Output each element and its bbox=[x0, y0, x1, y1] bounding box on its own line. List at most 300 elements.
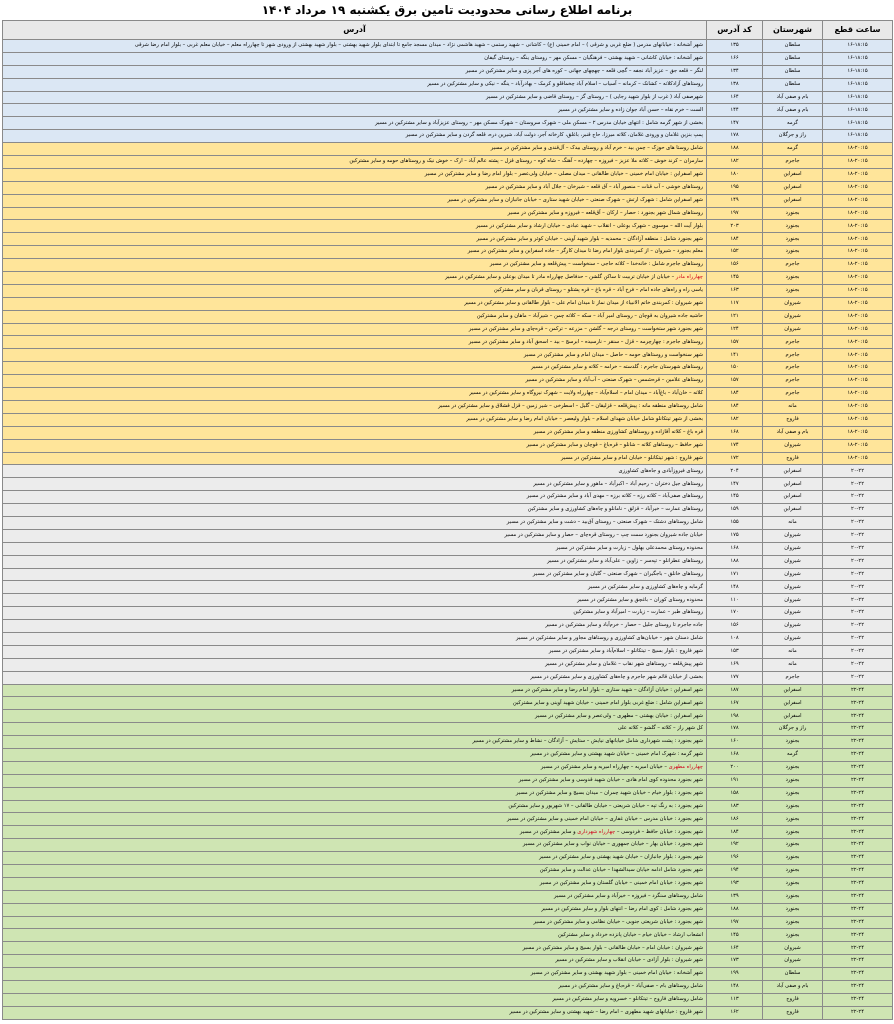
cell-code: ۱۵۵ bbox=[707, 516, 763, 529]
table-row bbox=[3, 426, 893, 439]
cell-code: ۱۸۸ bbox=[707, 555, 763, 568]
table-row bbox=[3, 813, 893, 826]
cell-code: ۱۹۴ bbox=[707, 865, 763, 878]
table-row bbox=[3, 877, 893, 890]
table-row bbox=[3, 310, 893, 323]
highlighted-text: چهارراه مادر bbox=[675, 274, 703, 281]
cell-code: ۱۴۵ bbox=[707, 929, 763, 942]
cell-city: مانه bbox=[763, 645, 823, 658]
cell-time: ۲۲-۲۴ bbox=[823, 826, 893, 839]
table-row bbox=[3, 117, 893, 130]
cell-code: ۱۶۴ bbox=[707, 91, 763, 104]
cell-code: ۱۶۸ bbox=[707, 542, 763, 555]
cell-city: بجنورد bbox=[763, 890, 823, 903]
table-row bbox=[3, 388, 893, 401]
table-row bbox=[3, 259, 893, 272]
cell-address: روستاهای عمارت – خیرآباد – قزلق – نامانلو و چاه‌های کشاورزی و سایر مشترکین bbox=[3, 504, 707, 517]
cell-city: جاجرم bbox=[763, 336, 823, 349]
cell-time: ۲۰-۲۲ bbox=[823, 658, 893, 671]
cell-address: بخشی از خیابان قائم شهر جاجرم و چاه‌های کشاورزی و سایر مشترکین در مسیر bbox=[3, 671, 707, 684]
table-row bbox=[3, 465, 893, 478]
cell-address: شهر اسفراین : خیابان بهشتی – مطهری – ولی‌عصر و سایر مشترکین در مسیر bbox=[3, 710, 707, 723]
cell-code: ۱۵۳ bbox=[707, 645, 763, 658]
cell-address: روستاهای جاجرم شامل : خانه‌خدا – کلاته حاجی – سنخواست – پیش‌قلعه و سایر مشترکین در مسیر bbox=[3, 259, 707, 272]
cell-address: شامل روستاهای دشتک – شهرک صنعتی – روستای آق‌بید – دشت و سایر مشترکین در مسیر bbox=[3, 516, 707, 529]
cell-city: سلطان bbox=[763, 65, 823, 78]
cell-address: گرمابه و چاه‌های کشاورزی و سایر مشترکین در مسیر bbox=[3, 581, 707, 594]
cell-code: ۱۵۶ bbox=[707, 620, 763, 633]
cell-city: اسفراین bbox=[763, 168, 823, 181]
cell-time: ۱۸-۲۰:۱۵ bbox=[823, 168, 893, 181]
cell-time: ۱۸-۲۰:۱۵ bbox=[823, 336, 893, 349]
cell-code: ۱۵۶ bbox=[707, 259, 763, 272]
cell-code: ۱۰۸ bbox=[707, 632, 763, 645]
table-row bbox=[3, 542, 893, 555]
table-row bbox=[3, 710, 893, 723]
cell-code: ۱۹۷ bbox=[707, 916, 763, 929]
cell-city: بجنورد bbox=[763, 916, 823, 929]
cell-code: ۱۶۸ bbox=[707, 426, 763, 439]
cell-address: انشعاب ارشاد – خیابان خیام – خیابان پانزده خرداد و سایر مشترکین bbox=[3, 929, 707, 942]
page-title: برنامه اطلاع رسانی محدودیت تامین برق یکشنبه ۱۹ مرداد ۱۴۰۴ bbox=[261, 3, 633, 17]
cell-address: الست – خرم نقاه – حسن آباد جوان زاده و سایر مشترکین در مسیر bbox=[3, 104, 707, 117]
cell-time: ۲۲-۲۴ bbox=[823, 761, 893, 774]
cell-time: ۲۰-۲۲ bbox=[823, 671, 893, 684]
cell-city: بجنورد bbox=[763, 839, 823, 852]
cell-address: لنگر – قلعه جق – عزیز آباد نجفه – گچی قلعه – چهچهای جهانی – کوره های آجر پزی و سایر مشترکین در مسیر bbox=[3, 65, 707, 78]
cell-code: ۱۸۶ bbox=[707, 813, 763, 826]
table-row bbox=[3, 826, 893, 839]
table-row bbox=[3, 516, 893, 529]
table-row bbox=[3, 800, 893, 813]
cell-address: شامل روستاهای بام – صفی‌آباد – قره‌باغ و سایر مشترکین در مسیر bbox=[3, 981, 707, 994]
cell-city: اسفراین bbox=[763, 684, 823, 697]
cell-city: بجنورد bbox=[763, 774, 823, 787]
cell-address: روستاهای عطرانلو – تپه‌سر – زاوین – علی‌آباد و سایر مشترکین در مسیر bbox=[3, 555, 707, 568]
header-time: ساعت قطع bbox=[823, 21, 893, 40]
cell-time: ۲۰-۲۲ bbox=[823, 607, 893, 620]
cell-address: شهر بجنورد محدوده کوی امام هادی – خیابان شهید قدوسی و سایر مشترکین در مسیر bbox=[3, 774, 707, 787]
table-row bbox=[3, 839, 893, 852]
table-row bbox=[3, 130, 893, 143]
cell-address: خیابان جاده شیروان بجنورد سمت چپ – روستای قره‌چای – حصار و سایر مشترکین در مسیر bbox=[3, 529, 707, 542]
cell-code: ۱۳۸ bbox=[707, 78, 763, 91]
cell-time: ۱۸-۲۰:۱۵ bbox=[823, 272, 893, 285]
table-row bbox=[3, 1006, 893, 1019]
cell-time: ۲۲-۲۴ bbox=[823, 865, 893, 878]
cell-city: بجنورد bbox=[763, 813, 823, 826]
cell-code: ۱۶۸ bbox=[707, 748, 763, 761]
cell-city: جاجرم bbox=[763, 388, 823, 401]
cell-city: فاروج bbox=[763, 993, 823, 1006]
header-address: آدرس bbox=[3, 21, 707, 40]
header-city: شهرستان bbox=[763, 21, 823, 40]
table-row bbox=[3, 52, 893, 65]
cell-city: شیروان bbox=[763, 568, 823, 581]
cell-address: قره باغ – کلاته آقازاده و روستاهای کشاورزی منطقه و سایر مشترکین در مسیر bbox=[3, 426, 707, 439]
cell-code: ۱۸۴ bbox=[707, 400, 763, 413]
cell-address: روستای فیروزآبادی و جاه‌های کشاورزی bbox=[3, 465, 707, 478]
cell-city: اسفراین bbox=[763, 697, 823, 710]
cell-code: ۱۴۷ bbox=[707, 117, 763, 130]
table-row bbox=[3, 761, 893, 774]
cell-code: ۱۳۵ bbox=[707, 40, 763, 53]
cell-time: ۲۲-۲۴ bbox=[823, 1006, 893, 1019]
table-row bbox=[3, 104, 893, 117]
cell-city: گرمه bbox=[763, 748, 823, 761]
table-row bbox=[3, 297, 893, 310]
cell-time: ۱۸-۲۰:۱۵ bbox=[823, 426, 893, 439]
cell-city: گرمه bbox=[763, 143, 823, 156]
table-row bbox=[3, 413, 893, 426]
cell-address: شهر بجنورد شامل ادامه خیابان سیدالشهدا – خیابان عدالت و سایر مشترکین bbox=[3, 865, 707, 878]
cell-city: شیروان bbox=[763, 310, 823, 323]
cell-time: ۱۸-۲۰:۱۵ bbox=[823, 194, 893, 207]
cell-address: روستاهای آزادکلاته – کشانک – کرمانه – آسیاب – اسلام آباد چخماقلو و کرمک – بهادرآباد – ینگه – نیکی و سایر مشترکین در مسیر bbox=[3, 78, 707, 91]
cell-time: ۱۶-۱۸:۱۵ bbox=[823, 91, 893, 104]
table-row bbox=[3, 903, 893, 916]
cell-time: ۲۲-۲۴ bbox=[823, 929, 893, 942]
cell-city: سلطان bbox=[763, 52, 823, 65]
table-row bbox=[3, 439, 893, 452]
cell-address: چهارراه مادر – خیابان از خیابان تربیت تا ساکن گلشن – حدفاصل چهارراه مادر تا میدان بوعلی و سایر مشترکین در مسیر bbox=[3, 272, 707, 285]
cell-time: ۱۸-۲۰:۱۵ bbox=[823, 259, 893, 272]
cell-city: جاجرم bbox=[763, 156, 823, 169]
cell-time: ۲۲-۲۴ bbox=[823, 903, 893, 916]
cell-time: ۱۶-۱۸:۱۵ bbox=[823, 78, 893, 91]
cell-time: ۲۲-۲۴ bbox=[823, 852, 893, 865]
table-row bbox=[3, 955, 893, 968]
cell-code: ۱۷۱ bbox=[707, 568, 763, 581]
cell-time: ۲۰-۲۲ bbox=[823, 645, 893, 658]
cell-address: روستاهای جاجرم : چهارچرمه – قزل – سنقر – نارسیده – ابرسج – بید – اسحق آباد و سایر مشترکین در مسیر bbox=[3, 336, 707, 349]
cell-city: بجنورد bbox=[763, 246, 823, 259]
cell-address: شهر بجنورد : خیابان حافظ – فردوسی – چهارراه شهرداری و سایر مشترکین در مسیر bbox=[3, 826, 707, 839]
cell-city: شیروان bbox=[763, 955, 823, 968]
cell-address: یاسی راه و راه‌های جاده امام – فرخ آباد – قره باغ – قره پشتلو – روستای قربان و سایر مشترکین bbox=[3, 284, 707, 297]
cell-time: ۲۲-۲۴ bbox=[823, 993, 893, 1006]
cell-address: شهر بجنورد : بلوار جانبازان – خیابان شهید بهشتی و سایر مشترکین در مسیر bbox=[3, 852, 707, 865]
cell-code: ۱۹۶ bbox=[707, 852, 763, 865]
cell-city: سلطان bbox=[763, 968, 823, 981]
cell-code: ۱۹۳ bbox=[707, 877, 763, 890]
cell-time: ۱۸-۲۰:۱۵ bbox=[823, 156, 893, 169]
cell-city: شیروان bbox=[763, 620, 823, 633]
cell-code: ۱۶۰ bbox=[707, 736, 763, 749]
cell-address: شهر حافظ – روستاهای کلاته – شانلو – قره‌باغ – قوچان و سایر مشترکین در مسیر bbox=[3, 439, 707, 452]
cell-code: ۱۴۹ bbox=[707, 194, 763, 207]
table-row bbox=[3, 233, 893, 246]
cell-address: شهر فاروج : شهر تیتکانلو – خیابان امام و سایر مشترکین در مسیر bbox=[3, 452, 707, 465]
cell-time: ۱۸-۲۰:۱۵ bbox=[823, 452, 893, 465]
cell-time: ۲۰-۲۲ bbox=[823, 516, 893, 529]
cell-city: جاجرم bbox=[763, 362, 823, 375]
table-row bbox=[3, 890, 893, 903]
cell-city: شیروان bbox=[763, 607, 823, 620]
cell-time: ۲۲-۲۴ bbox=[823, 748, 893, 761]
cell-code: ۱۸۴ bbox=[707, 233, 763, 246]
cell-time: ۱۸-۲۰:۱۵ bbox=[823, 181, 893, 194]
table-row bbox=[3, 504, 893, 517]
cell-code: ۱۴۵ bbox=[707, 491, 763, 504]
table-row bbox=[3, 246, 893, 259]
cell-address: شهر آشخانه : خیابانهای مدرس ( ضلع غربی و شرقی ) – امام خمینی (ع) – کاشانی – شهید رستمی – شهید هاشمی نژاد – میدان مسجد جامع تا ابتدای بلوار شهید بهشتی – بلوار شهید بهشتی از ورودی شهر تا چهارراه معلم – خیابان معلم غربی – بلوار امام رضا شرقی bbox=[3, 40, 707, 53]
cell-address: روستاهای خوشی – آب قنات – منصور آباد – آق قلعه – شیرخان – جلال آباد و سایر مشترکین در مسیر bbox=[3, 181, 707, 194]
cell-time: ۲۰-۲۲ bbox=[823, 542, 893, 555]
cell-code: ۱۴۴ bbox=[707, 104, 763, 117]
table-row bbox=[3, 323, 893, 336]
cell-city: بام و صفی آباد bbox=[763, 426, 823, 439]
cell-city: بجنورد bbox=[763, 207, 823, 220]
cell-time: ۲۲-۲۴ bbox=[823, 955, 893, 968]
cell-time: ۱۸-۲۰:۱۵ bbox=[823, 439, 893, 452]
table-header-row bbox=[3, 21, 893, 40]
cell-code: ۱۹۱ bbox=[707, 774, 763, 787]
cell-code: ۱۶۲ bbox=[707, 1006, 763, 1019]
cell-time: ۲۲-۲۴ bbox=[823, 787, 893, 800]
cell-city: شیروان bbox=[763, 323, 823, 336]
cell-address: شهر فاروج : بلوار بسیج – تیتکانلو – اسلام‌آباد و سایر مشترکین در مسیر bbox=[3, 645, 707, 658]
cell-time: ۱۸-۲۰:۱۵ bbox=[823, 375, 893, 388]
cell-time: ۱۶-۱۸:۱۵ bbox=[823, 40, 893, 53]
cell-address: معلم بجنورد – شیروان – از کمربندی بلوار امام رضا تا میدان کارگر – جاده اسفراین و سایر مشترکین در مسیر bbox=[3, 246, 707, 259]
cell-time: ۲۲-۲۴ bbox=[823, 710, 893, 723]
cell-city: شیروان bbox=[763, 529, 823, 542]
cell-code: ۱۳۹ bbox=[707, 890, 763, 903]
cell-code: ۱۱۳ bbox=[707, 993, 763, 1006]
cell-city: اسفراین bbox=[763, 465, 823, 478]
cell-code: ۱۴۵ bbox=[707, 272, 763, 285]
cell-city: شیروان bbox=[763, 594, 823, 607]
cell-city: سلطان bbox=[763, 40, 823, 53]
table-row bbox=[3, 220, 893, 233]
cell-address: بلوار آیت الله – موسوی – شهرک بوعلی – انقلاب – شهید عبادی – خیابان ارشاد و سایر مشترکین در مسیر bbox=[3, 220, 707, 233]
table-row bbox=[3, 993, 893, 1006]
cell-code: ۱۵۹ bbox=[707, 504, 763, 517]
cell-code: ۱۸۷ bbox=[707, 684, 763, 697]
cell-address: کل شهر راز – کلاته – گلشو – کلاته علی bbox=[3, 723, 707, 736]
table-row bbox=[3, 620, 893, 633]
cell-address: حاشیه جاده شیروان به قوچان – روستای امیر آباد – سکه – کلاته چمن – شیرآباد – ماهان و سایر مشترکین bbox=[3, 310, 707, 323]
cell-address: شهر بجنورد : بلوار خیام – خیابان شهید چمران – میدان بسیج و سایر مشترکین در مسیر bbox=[3, 787, 707, 800]
cell-code: ۱۵۲ bbox=[707, 246, 763, 259]
cell-time: ۱۸-۲۰:۱۵ bbox=[823, 349, 893, 362]
cell-time: ۲۰-۲۲ bbox=[823, 555, 893, 568]
table-row bbox=[3, 478, 893, 491]
cell-city: بام و صفی آباد bbox=[763, 91, 823, 104]
cell-address: شهر بجنورد شهر ستخواست – روستای درجه – گلشن – مزرعه – ترکمن – قره‌چای و سایر مشترکین در مسیر bbox=[3, 323, 707, 336]
cell-address: شهر بجنورد : خیابان بهار – خیابان جمهوری – خیابان نواب و سایر مشترکین در مسیر bbox=[3, 839, 707, 852]
cell-city: بجنورد bbox=[763, 736, 823, 749]
cell-city: اسفراین bbox=[763, 504, 823, 517]
table-row bbox=[3, 568, 893, 581]
cell-time: ۲۰-۲۲ bbox=[823, 465, 893, 478]
table-row bbox=[3, 272, 893, 285]
table-row bbox=[3, 555, 893, 568]
cell-code: ۱۴۸ bbox=[707, 981, 763, 994]
cell-time: ۲۰-۲۲ bbox=[823, 491, 893, 504]
cell-code: ۱۸۴ bbox=[707, 826, 763, 839]
cell-time: ۲۰-۲۲ bbox=[823, 594, 893, 607]
cell-time: ۱۸-۲۰:۱۵ bbox=[823, 233, 893, 246]
cell-time: ۲۰-۲۲ bbox=[823, 529, 893, 542]
cell-time: ۱۸-۲۰:۱۵ bbox=[823, 246, 893, 259]
cell-time: ۲۲-۲۴ bbox=[823, 774, 893, 787]
cell-address: شهر بجنورد : خیابان امام خمینی – خیابان گلستان و سایر مشترکین در مسیر bbox=[3, 877, 707, 890]
highlighted-text: چهارراه شهرداری bbox=[577, 828, 616, 835]
cell-time: ۱۸-۲۰:۱۵ bbox=[823, 297, 893, 310]
cell-city: بجنورد bbox=[763, 233, 823, 246]
cell-code: ۱۲۴ bbox=[707, 323, 763, 336]
cell-code: ۱۷۸ bbox=[707, 723, 763, 736]
cell-code: ۱۸۳ bbox=[707, 800, 763, 813]
cell-code: ۱۲۱ bbox=[707, 310, 763, 323]
cell-code: ۱۱۷ bbox=[707, 297, 763, 310]
cell-code: ۱۸۰ bbox=[707, 168, 763, 181]
cell-city: بام و صفی آباد bbox=[763, 104, 823, 117]
table-row bbox=[3, 916, 893, 929]
cell-city: بجنورد bbox=[763, 865, 823, 878]
cell-address: شهر بجنورد : خیابان شریعتی جنوبی – خیابان نظامی و سایر مشترکین در مسیر bbox=[3, 916, 707, 929]
table-row bbox=[3, 181, 893, 194]
cell-address: شهر شیروان : بلوار آزادی – خیابان انقلاب و سایر مشترکین در مسیر bbox=[3, 955, 707, 968]
cell-time: ۲۲-۲۴ bbox=[823, 981, 893, 994]
cell-city: بام و صفی آباد bbox=[763, 981, 823, 994]
cell-code: ۱۷۸ bbox=[707, 130, 763, 143]
cell-code: ۱۷۰ bbox=[707, 607, 763, 620]
cell-code: ۲۰۳ bbox=[707, 220, 763, 233]
highlighted-text: چهارراه مطهری bbox=[668, 764, 703, 771]
table-row bbox=[3, 529, 893, 542]
cell-time: ۱۸-۲۰:۱۵ bbox=[823, 413, 893, 426]
table-row bbox=[3, 658, 893, 671]
cell-city: فاروج bbox=[763, 452, 823, 465]
cell-address: روستاهای علامین – قره‌شمس – شهرک صنعتی – آب‌آباد و سایر مشترکین در مسیر bbox=[3, 375, 707, 388]
cell-code: ۱۶۶ bbox=[707, 52, 763, 65]
cell-time: ۲۲-۲۴ bbox=[823, 813, 893, 826]
cell-address: روستاهای شمال شهر بجنورد : حصار – ارکان – آق‌قلعه – فیروزه و سایر مشترکین در مسیر bbox=[3, 207, 707, 220]
cell-time: ۱۸-۲۰:۱۵ bbox=[823, 310, 893, 323]
cell-address: شامل روستا های حوزک – چمن بید – خرم آباد و روستای بیدک – آل‌قندی و سایر مشترکین در مسیر bbox=[3, 143, 707, 156]
cell-address: شامل روستاهای سنگرد – فیروزه – خیرآباد و سایر مشترکین در مسیر bbox=[3, 890, 707, 903]
cell-city: شیروان bbox=[763, 942, 823, 955]
cell-time: ۲۲-۲۴ bbox=[823, 800, 893, 813]
cell-address: پمپ بنزین غلامان و ورودی غلامان، کلاته میرزا، حاج قنبر، باغلق، کارخانه آجر، دولت آباد، شیرین دره، قلعه گردن و سایر مشترکین در مسیر bbox=[3, 130, 707, 143]
cell-city: بجنورد bbox=[763, 787, 823, 800]
table-row bbox=[3, 452, 893, 465]
cell-time: ۲۰-۲۲ bbox=[823, 632, 893, 645]
cell-address: شهر بجنورد : خیابان مدرس – خیابان غفاری – خیابان امام خمینی و سایر مشترکین در مسیر bbox=[3, 813, 707, 826]
cell-address: شهر بجنورد شامل : منطقه آزادگان – محمدیه – بلوار شهید آوینی – خیابان کوثر و سایر مشترکین در مسیر bbox=[3, 233, 707, 246]
table-row bbox=[3, 632, 893, 645]
cell-code: ۱۸۴ bbox=[707, 388, 763, 401]
cell-time: ۲۰-۲۲ bbox=[823, 620, 893, 633]
cell-city: فاروج bbox=[763, 1006, 823, 1019]
cell-time: ۱۸-۲۰:۱۵ bbox=[823, 362, 893, 375]
cell-code: ۱۸۲ bbox=[707, 413, 763, 426]
cell-time: ۱۶-۱۸:۱۵ bbox=[823, 117, 893, 130]
cell-city: شیروان bbox=[763, 581, 823, 594]
cell-city: اسفراین bbox=[763, 491, 823, 504]
cell-city: مانه bbox=[763, 516, 823, 529]
header-code: کد آدرس bbox=[707, 21, 763, 40]
cell-code: ۱۸۲ bbox=[707, 156, 763, 169]
outage-schedule-table bbox=[2, 20, 893, 1020]
table-row bbox=[3, 156, 893, 169]
cell-address: شهر اسفراین شامل : ضلع غربی بلوار امام خمینی – خیابان شهید آوینی و سایر مشترکین bbox=[3, 697, 707, 710]
cell-code: ۱۷۳ bbox=[707, 955, 763, 968]
cell-city: اسفراین bbox=[763, 478, 823, 491]
cell-address: محدوده روستای محمدعلی بهلول – زیارت و سایر مشترکین در مسیر bbox=[3, 542, 707, 555]
table-row bbox=[3, 207, 893, 220]
cell-city: اسفراین bbox=[763, 181, 823, 194]
cell-address: بخشی از شهر گرمه شامل : انتهای خیابان مدرس ۲ – مسکن ملی – شهرک سروستان – شهرک مسکن مهر – روستای عزیزآباد و سایر مشترکین در مسیر bbox=[3, 117, 707, 130]
cell-city: جاجرم bbox=[763, 671, 823, 684]
cell-city: بجنورد bbox=[763, 284, 823, 297]
cell-address: شهر فاروج : خیابانهای شهید مطهری – امام رضا – شهید بهشتی و سایر مشترکین در مسیر bbox=[3, 1006, 707, 1019]
cell-time: ۲۲-۲۴ bbox=[823, 968, 893, 981]
table-row bbox=[3, 78, 893, 91]
cell-code: ۱۷۵ bbox=[707, 529, 763, 542]
cell-address: محدوده روستای کوران – باغچق و سایر مشترکین در مسیر bbox=[3, 594, 707, 607]
cell-address: بخشی از شهر تیتکانلو شامل خیابان شهدای اسلام – بلوار ولیعصر – خیابان امام رضا و سایر مشترکین در مسیر bbox=[3, 413, 707, 426]
cell-city: بجنورد bbox=[763, 826, 823, 839]
cell-code: ۱۶۷ bbox=[707, 697, 763, 710]
table-row bbox=[3, 645, 893, 658]
cell-address: شهر اسفراین : خیابان امام خمینی – خیابان طالقانی – میدان مصلی – خیابان ولی‌عصر – بلوار امام رضا و سایر مشترکین در مسیر bbox=[3, 168, 707, 181]
cell-city: جاجرم bbox=[763, 259, 823, 272]
cell-address: شهر شیروان : کمربندی خاتم الانبیاء از میدان نماز تا میدان امام علی – بلوار طالقانی و سایر مشترکین در مسیر bbox=[3, 297, 707, 310]
table-row bbox=[3, 594, 893, 607]
cell-address: روستاهای جیل دختران – رحیم آباد – اکبرآباد – ماهور و سایر مشترکین در مسیر bbox=[3, 478, 707, 491]
cell-code: ۱۱۰ bbox=[707, 594, 763, 607]
cell-city: مانه bbox=[763, 658, 823, 671]
cell-time: ۲۲-۲۴ bbox=[823, 736, 893, 749]
table-row bbox=[3, 852, 893, 865]
table-row bbox=[3, 929, 893, 942]
cell-code: ۱۸۸ bbox=[707, 143, 763, 156]
cell-time: ۲۲-۲۴ bbox=[823, 877, 893, 890]
cell-code: ۲۰۴ bbox=[707, 465, 763, 478]
table-row bbox=[3, 168, 893, 181]
cell-city: بجنورد bbox=[763, 761, 823, 774]
cell-code: ۲۰۰ bbox=[707, 761, 763, 774]
table-row bbox=[3, 194, 893, 207]
cell-time: ۱۶-۱۸:۱۵ bbox=[823, 65, 893, 78]
cell-city: بجنورد bbox=[763, 800, 823, 813]
table-row bbox=[3, 942, 893, 955]
cell-time: ۱۶-۱۸:۱۵ bbox=[823, 104, 893, 117]
cell-address: سارمران – کرند خوش – کلاته ملا عزیز – فیروزه – چهارده – آهنگ – شاه کوه – روستای قزل – پشته عالم آباد – ارک – خوش نیک و روستاهای حومه و سایر مشترکین bbox=[3, 156, 707, 169]
cell-code: ۱۳۴ bbox=[707, 65, 763, 78]
cell-code: ۱۵۰ bbox=[707, 362, 763, 375]
table-row bbox=[3, 774, 893, 787]
cell-address: شامل دستان شهر – خیابان‌های کشاورزی و روستاهای مجاور و سایر مشترکین در مسیر bbox=[3, 632, 707, 645]
cell-address: شهر گرمه : شهرک امام خمینی – خیابان شهید بهشتی و سایر مشترکین در مسیر bbox=[3, 748, 707, 761]
cell-time: ۱۸-۲۰:۱۵ bbox=[823, 323, 893, 336]
cell-address: کلاته – خان‌آباد – باغ‌آباد – میدان امام – اسلام‌آباد – چهارراه ولایت – شهرک نیروگاه و سایر مشترکین در مسیر bbox=[3, 388, 707, 401]
cell-address: شامل روستاهای منطقه مانه : پیش‌قلعه – قزلیقان – گلیل – اسطرخی – شیر زمین – قزل قشلاق و سایر مشترکین در مسیر bbox=[3, 400, 707, 413]
cell-city: شیروان bbox=[763, 632, 823, 645]
cell-time: ۲۰-۲۲ bbox=[823, 581, 893, 594]
table-row bbox=[3, 362, 893, 375]
table-row bbox=[3, 736, 893, 749]
cell-city: بجنورد bbox=[763, 877, 823, 890]
cell-time: ۲۲-۲۴ bbox=[823, 839, 893, 852]
cell-city: شیروان bbox=[763, 297, 823, 310]
cell-code: ۱۸۸ bbox=[707, 903, 763, 916]
table-row bbox=[3, 65, 893, 78]
